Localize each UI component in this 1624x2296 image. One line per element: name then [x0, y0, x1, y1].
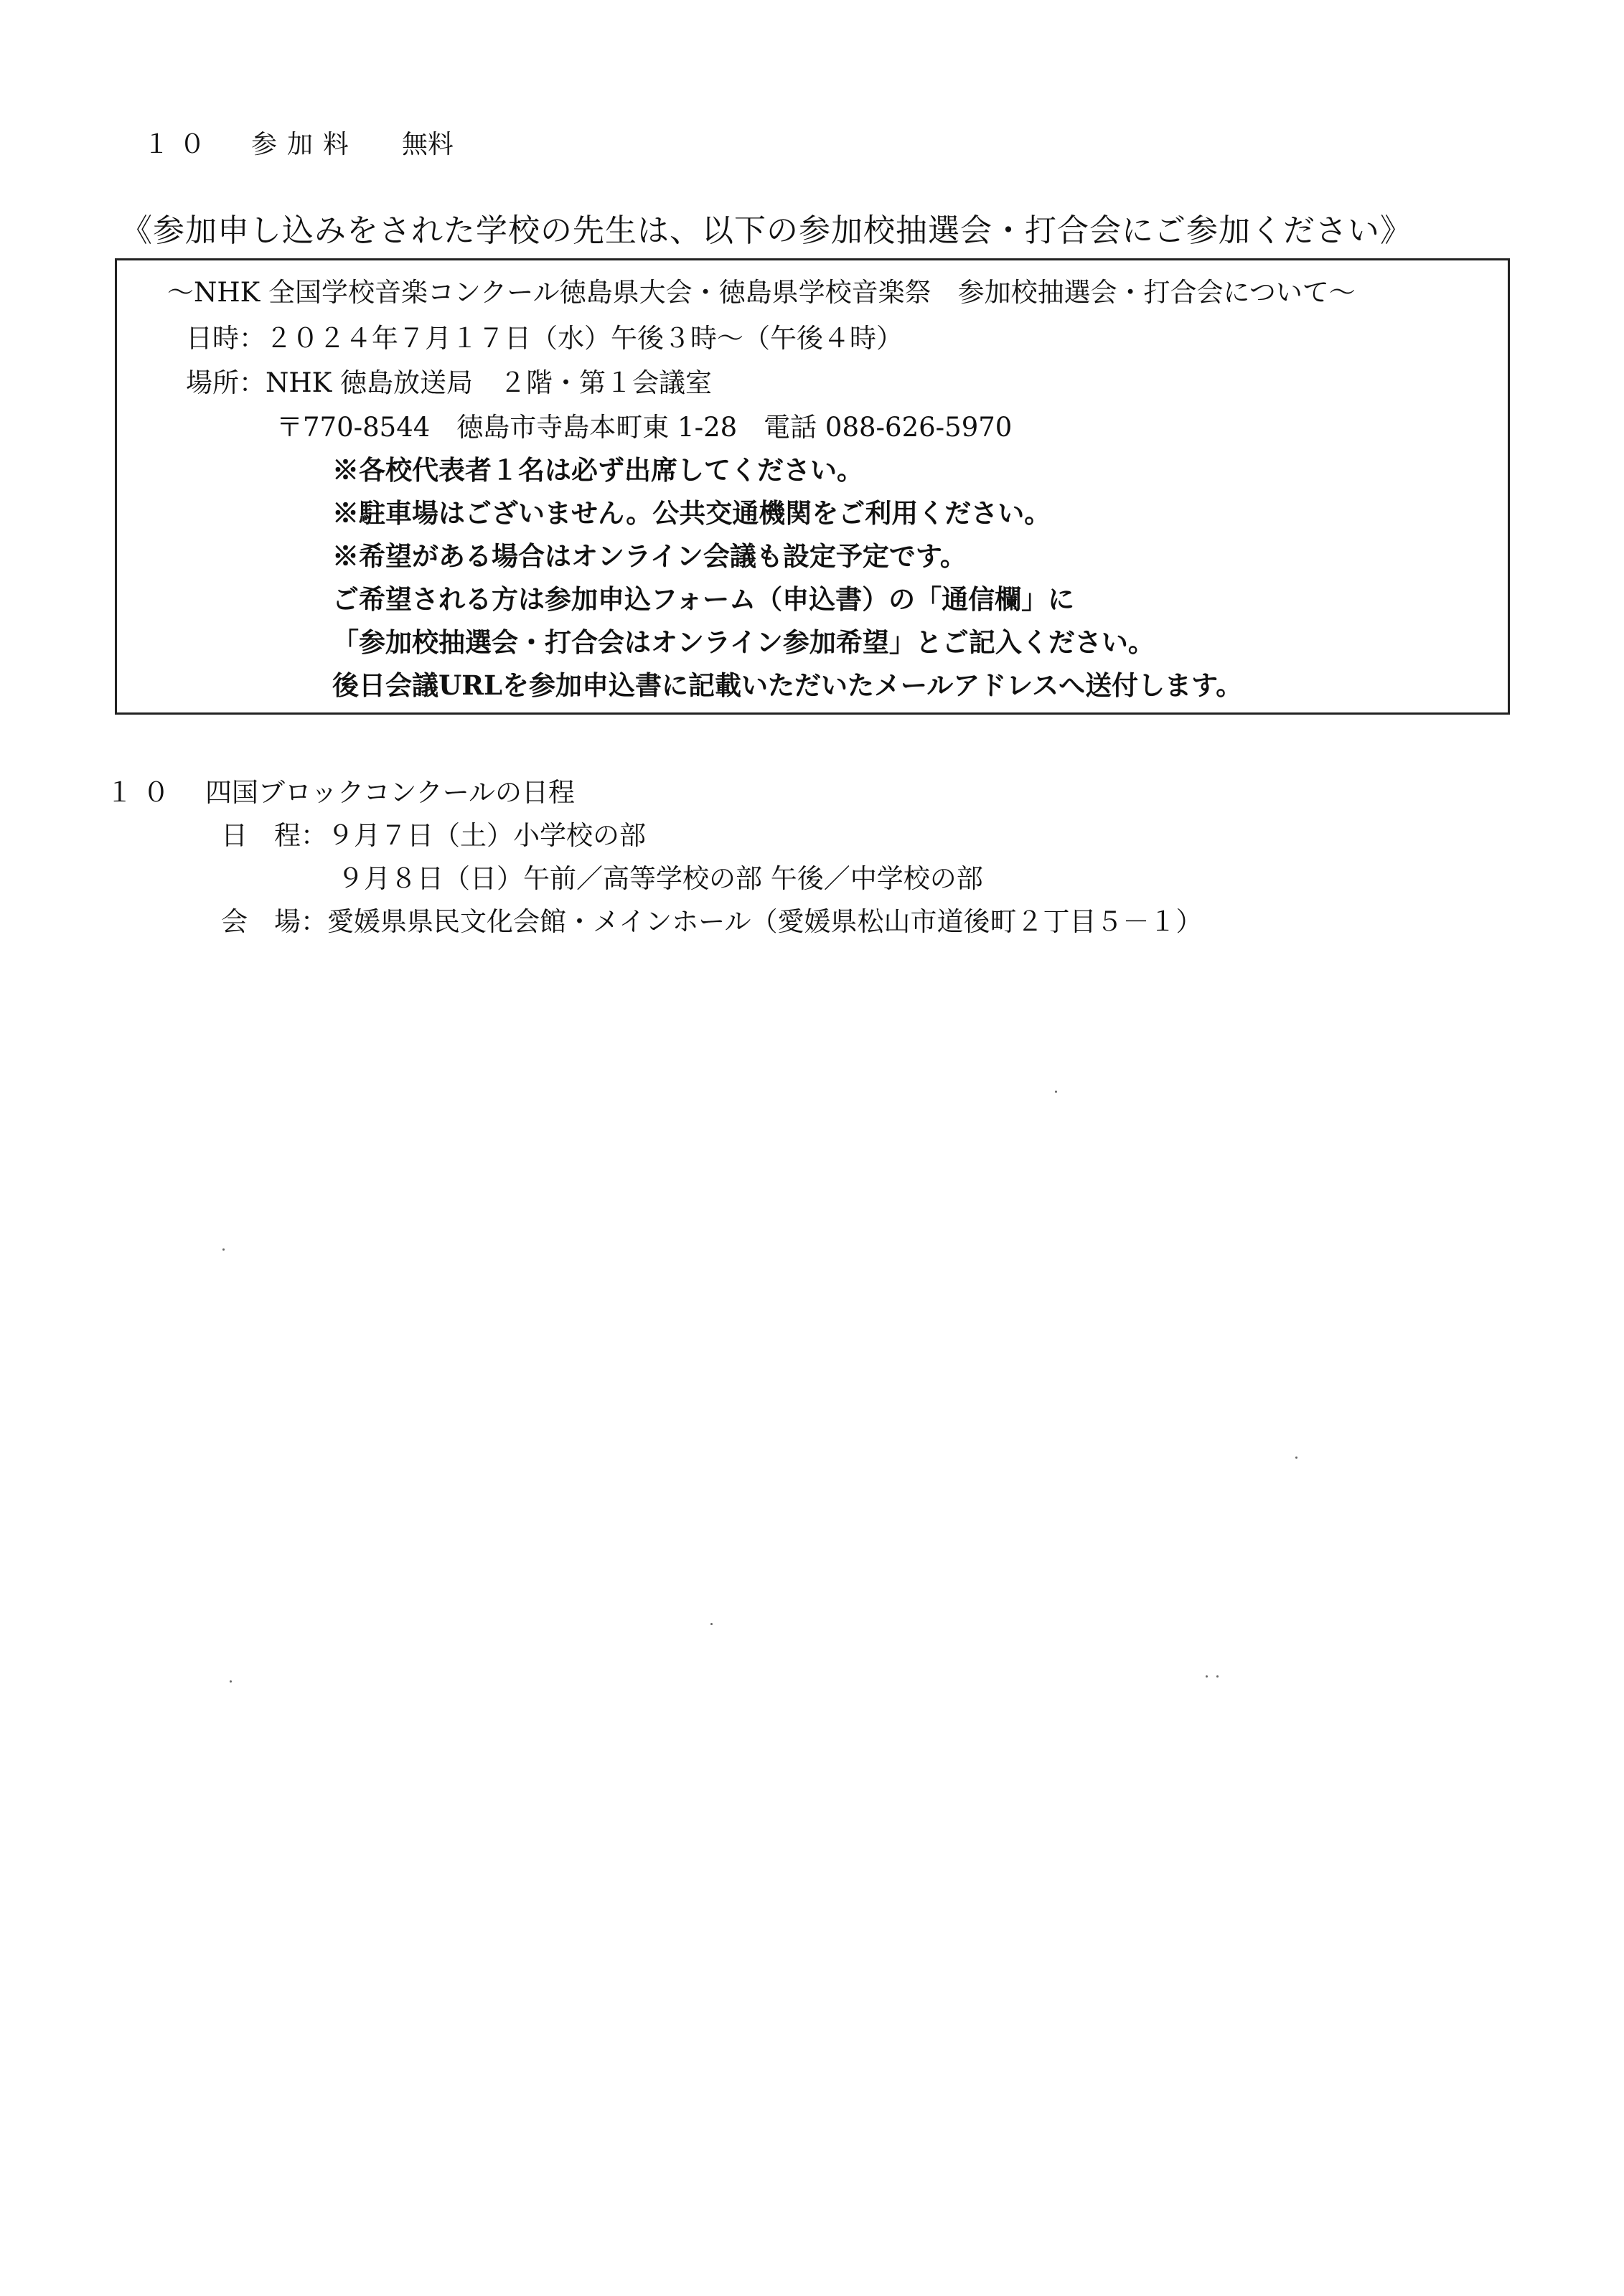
meeting-notice: 《参加申し込みをされた学校の先生は、以下の参加校抽選会・打合会にご参加ください》: [121, 212, 1412, 249]
venue-text: 愛媛県県民文化会館・メインホール（愛媛県松山市道後町２丁目５－１）: [327, 906, 1203, 937]
schedule-day2: ９月８日（日）午前／高等学校の部 午後／中学校の部: [337, 863, 983, 894]
shikoku-heading: [106, 779, 575, 806]
meeting-place: 場所：NHK 徳島放送局 ２階・第１会議室: [186, 367, 713, 398]
fee-value: 無料: [402, 130, 454, 159]
venue-row: [221, 908, 1203, 935]
meeting-note: 「参加校抽選会・打合会はオンライン参加希望」とご記入ください。: [332, 626, 1155, 658]
venue-label: 会 場：: [221, 906, 327, 937]
meeting-info-box: [115, 258, 1510, 715]
schedule-label: 日 程：: [221, 820, 327, 851]
scan-speck: [230, 1680, 232, 1683]
fee-label: 参加料: [251, 130, 360, 159]
scan-speck: [710, 1623, 713, 1625]
meeting-note: ※希望がある場合はオンライン会議も設定予定です。: [332, 540, 967, 572]
scan-speck: [1216, 1675, 1219, 1678]
scan-speck: [1206, 1675, 1208, 1678]
meeting-datetime: 日時：２０２４年７月１７日（水）午後３時～（午後４時）: [186, 323, 903, 354]
scan-speck: [222, 1248, 225, 1251]
meeting-note: ※駐車場はございません。公共交通機関をご利用ください。: [332, 497, 1051, 529]
section-number: １０: [144, 130, 216, 159]
scan-speck: [1055, 1091, 1057, 1093]
scan-speck: [1295, 1457, 1297, 1459]
meeting-note: 後日会議URLを参加申込書に記載いただいたメールアドレスへ送付します。: [332, 669, 1243, 701]
meeting-note: ご希望される方は参加申込フォーム（申込書）の「通信欄」に: [332, 583, 1075, 615]
meeting-title: ～NHK 全国学校音楽コンクール徳島県大会・徳島県学校音楽祭 参加校抽選会・打合会について～: [167, 277, 1356, 308]
shikoku-heading-text: 四国ブロックコンクールの日程: [205, 777, 576, 808]
meeting-note: ※各校代表者１名は必ず出席してください。: [332, 454, 863, 486]
schedule-row-day1: [221, 822, 646, 849]
schedule-day1: ９月７日（土）小学校の部: [327, 820, 646, 851]
meeting-address: 〒770-8544 徳島市寺島本町東 1-28 電話 088-626-5970: [276, 412, 1013, 443]
participation-fee-row: [144, 132, 454, 158]
section-number: １０: [106, 777, 179, 808]
